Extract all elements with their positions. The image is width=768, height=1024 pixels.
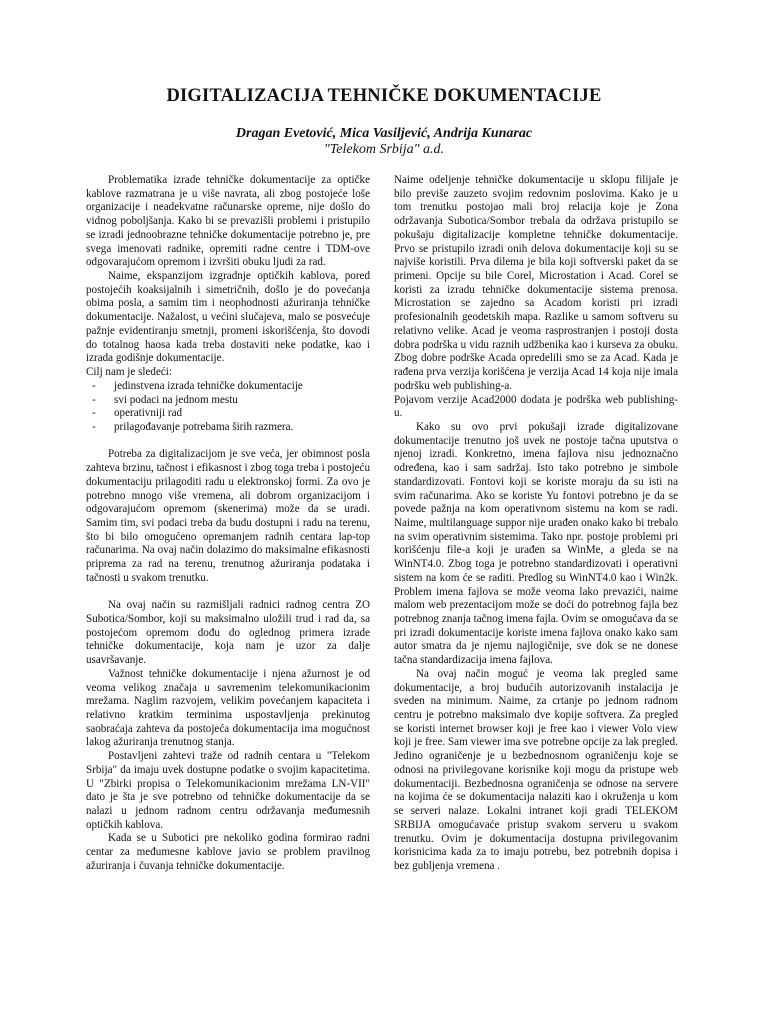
paragraph: Pojavom verzije Acad2000 dodata je podrška web publishing-u. xyxy=(394,393,678,420)
paragraph: Naime, ekspanzijom izgradnje optičkih kablova, pored postojećih koaksijalnih i simetričnih, došlo je do povećanja obima posla, a samim tim i neophodnosti ažuriranja tehničke dokumentacije. Nažalost, u većini slučajeva, malo se posvećuje pažnje evidentiranju smetnji, promeni iskorišćenja, što dovodi do totalnog haosa kada treba dostaviti neke podatke, kao i izrada godišnje dokumentacije. xyxy=(86,270,370,365)
goals-list xyxy=(86,380,370,435)
paragraph: Na ovaj način moguć je veoma lak pregled same dokumentacije, a broj budućih autorizovanih instalacija je sveden na minimum. Naime, za crtanje po jednom radnom centru je potrebno maksimalo dve kopije softvera. Za pregled se koristi internet browser koji je free kao i viewer Volo view koji je free. Sam viewer ima sve potrebne opcije za lak pregled. Jedino ograničenje je u bezbednosnom ograničenju koje se odnosi na privilegovane korisnike koji mogu da pristupe web dokumentaciji. Bezbednosna ograničenja se odnose na servere na kojima će se dokumentacija nalaziti kao i okruženja u kom se serveri nalaze. Lokalni intranet koji gradi TELEKOM SRBIJA omogućavaće pristup svakom serveru u svakom trenutku. Ovim je dokumentacija dostupna privilegovanim korisnicima kada za to imaju potrebu, bez potrebnih dopisa i bez gubljenja vremena . xyxy=(394,667,678,872)
spacer xyxy=(86,586,370,600)
paragraph: Kada se u Subotici pre nekoliko godina formirao radni centar za međumesne kablove javio se problem pravilnog ažuriranja i čuvanja tehničke dokumentacije. xyxy=(86,832,370,872)
paragraph: Važnost tehničke dokumentacije i njena ažurnost je od veoma velikog značaja u savremenim telekomunikacionim mrežama. Naglim razvojem, velikim povećanjem kapaciteta i relativno kratkim terminima uspostavljenja prekinutog saobraćaja zahteva da postojeća dokumentacija ima mogućnost lakog ažuriranja trenutnog stanja. xyxy=(86,667,370,749)
paragraph: Postavljeni zahtevi traže od radnih centara u "Telekom Srbija" da imaju uvek dostupne podatke o svojim kapacitetima. U "Zbirki propisa o Telekomunikacionim mrežama LN-VII" dato je šta je sve potrebno od tehničke dokumentacije da se nalazi u jednom radnom centru održavanja međumesnih optičkih kablova. xyxy=(86,750,370,831)
paragraph: Na ovaj način su razmišljali radnici radnog centra ZO Subotica/Sombor, koji su maksimalno uložili trud i rad da, sa postojećom opremom dođu do oglednog primera izrade tehničke dokumentacije, koja nam je uzor za dalje usavršavanje. xyxy=(86,599,370,667)
goals-intro: Cilj nam je sledeći: xyxy=(86,366,172,379)
paper-title: DIGITALIZACIJA TEHNIČKE DOKUMENTACIJE xyxy=(166,86,602,106)
paper-affiliation: "Telekom Srbija" a.d. xyxy=(323,142,445,157)
paragraph: Kako su ovo prvi pokušaji izrade digitalizovane dokumentacije trenutno još uvek ne postoje tačna uputstva o njenoj izradi. Konkretno, imena fajlova nisu jednoznačno određena, kao i sam sadržaj. Isto tako potrebno je simbole standardizovati. Fontovi koji se koriste moraju da su isti na svim računarima. Ako se koriste Yu fontovi potrebno je da se povede pažnja na kom operativnom sistemu na kom se radi. Naime, multilanguage suppor nije urađen onako kako bi trebalo na svim operativnim sistemima. Tako npr. postoje problemi pri korišćenju file-a koji je urađen sa WinMe, a gleda se na WinNT4.0. Zbog toga je potrebno standardizovati i operativni sistem na kom će se raditi. Predlog su WinNT4.0 kao i Win2k. Problem imena fajlova se može veoma lako prevazići, naime malom web prezentacijom može se doći do potrebnog fajla bez potrebnog znanja tačnog imena fajla. Ovim se omogućava da se pri izradi dokumentacije koriste imena fajlova onako kako sam autor smatra da je njemu najlogičnije, sve dok se ne donese tačna standardizacija imena fajlova. xyxy=(394,420,678,667)
paragraph: Problematika izrade tehničke dokumentacije za optičke kablove razmatrana je u više navrata, ali zbog postojeće loše organizacije i neadekvatne računarske opreme, nije došlo do vidnog poboljšanja. Kako bi se prevazišli problemi i pristupilo se izradi jednoobrazne tehničke dokumentacije potrebno je, pre svega imenovati radnike, opremiti radne centre i TDM-ove odgovarajućom opremom i izvršiti obuku ljudi za rad. xyxy=(86,174,370,269)
right-column xyxy=(394,174,678,874)
spacer xyxy=(86,435,370,449)
paper-authors: Dragan Evetović, Mica Vasiljević, Andrija Kunarac xyxy=(235,126,533,141)
list-item: - operativniji rad xyxy=(92,407,370,421)
list-item: - jedinstvena izrada tehničke dokumentacije xyxy=(92,380,370,394)
paragraph: Naime odeljenje tehničke dokumentacije u sklopu filijale je bilo previše zauzeto svojim redovnim poslovima. Kako je u tom trenutku postojao mali broj relacija koje je Zona održavanja Subotica/Sombor trebala da održava pristupilo se pokušaju digitalizacije kompletne tehničke dokumentacije. Prvo se pristupilo izradi onih delova dokumentacije koji su se najviše koristili. Prva dilema je bila koji softverski paket da se primeni. Opcije su bile Corel, Microstation i Acad. Corel se koristi za izradu tehničke dokumentacije sistema prenosa. Microstation se zajedno sa Acadom koristi pri izradi profesionalnih geodetskih mapa. Razlike u samom softveru su relativno velike. Acad je veoma rasprostranjen i postoji dosta dobra podrška u vidu raznih udžbenika kao i kurseva za obuku. Zbog dobre podrške Acada opredelili smo se za Acad. Kada je rađena prva verzija korišćena je verzija Acad 14 koja nije imala podršku web publishing-a. xyxy=(394,174,678,392)
list-item: - prilagođavanje potrebama širih razmera. xyxy=(92,421,370,435)
list-item: - svi podaci na jednom mestu xyxy=(92,394,370,408)
left-column xyxy=(86,174,370,874)
paragraph: Potreba za digitalizacijom je sve veća, jer obimnost posla zahteva brzinu, tačnost i efikasnost i zbog toga treba i postojeću dokumentaciju prilagoditi radu u elektronskoj formi. Za ovo je potrebno mnogo više vremena, ali dobrom organizacijom i odgovarajućom opremom (skenerima) može da se uradi. Samim tim, svi podaci treba da budu dostupni i radu na terenu, što bi bilo omogućeno opremanjem radnih centara lap-top računarima. Na ovaj način dolazimo do maksimalne efikasnosti pripremа za rad na terenu, trenutnog ažuriranja podataka i tačnosti u svakom trenutku. xyxy=(86,448,370,584)
